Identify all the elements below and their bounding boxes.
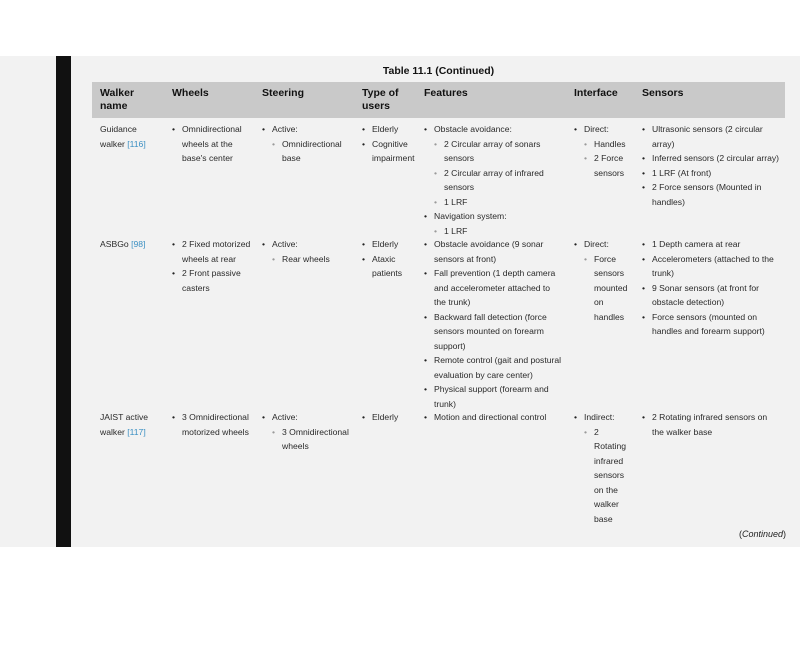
walker-name-cell <box>100 122 162 151</box>
steering-cell <box>262 122 354 166</box>
walker-name: ASBGo <box>100 239 129 249</box>
wheels-cell <box>172 410 254 439</box>
features-cell <box>424 122 564 238</box>
list-item: • Omnidirectional base <box>262 137 354 166</box>
list-item: • Backward fall detection (force sensors mounted on forearm support) <box>424 310 564 354</box>
list-item: • Obstacle avoidance (9 sonar sensors at front) <box>424 237 564 266</box>
list-item: • 1 Depth camera at rear <box>642 237 780 252</box>
list-item: • Motion and directional control <box>424 410 564 425</box>
walker-name-cell <box>100 410 162 439</box>
header-sensors: Sensors <box>642 87 684 99</box>
list-item: • Ultrasonic sensors (2 circular array) <box>642 122 780 151</box>
sensors-cell <box>642 410 780 439</box>
table-header-row <box>92 82 785 118</box>
list-item: • Ataxic patients <box>362 252 420 281</box>
sensors-cell <box>642 237 780 339</box>
list-item: • 2 Circular array of infrared sensors <box>424 166 564 195</box>
list-item: • Indirect: <box>574 410 634 425</box>
list-item: • Physical support (forearm and trunk) <box>424 382 564 411</box>
list-item: • Rear wheels <box>262 252 354 267</box>
wheels-cell <box>172 122 254 166</box>
reference-link[interactable]: [98] <box>131 239 146 249</box>
list-item: • 1 LRF <box>424 224 564 239</box>
list-item: • 2 Front passive casters <box>172 266 254 295</box>
reference-link[interactable]: [116] <box>127 138 146 149</box>
list-item: • 9 Sonar sensors (at front for obstacle detection) <box>642 281 780 310</box>
list-item: • 2 Rotating infrared sensors on the walker base <box>574 425 624 527</box>
header-wheels: Wheels <box>172 87 209 99</box>
walker-name-cell <box>100 237 162 252</box>
walker-name: Guidance walker <box>100 124 137 149</box>
list-item: • Cognitive impairment <box>362 137 420 166</box>
list-item: • Active: <box>262 122 354 137</box>
table-title: Table 11.1 (Continued) <box>382 65 495 77</box>
page-edge-bar <box>56 56 71 547</box>
list-item: • Elderly <box>362 410 420 425</box>
list-item: • Handles <box>574 137 634 152</box>
list-item: • Navigation system: <box>424 209 564 224</box>
list-item: • Inferred sensors (2 circular array) <box>642 151 780 166</box>
list-item: • Accelerometers (attached to the trunk) <box>642 252 780 281</box>
list-item: • Force sensors (mounted on handles and forearm support) <box>642 310 780 339</box>
header-steering: Steering <box>262 87 305 99</box>
list-item: • Active: <box>262 237 354 252</box>
header-features: Features <box>424 87 468 99</box>
interface-cell <box>574 237 634 324</box>
header-walker-name: Walker name <box>100 87 135 112</box>
steering-cell <box>262 237 354 266</box>
interface-cell <box>574 410 634 526</box>
interface-cell <box>574 122 634 180</box>
users-cell <box>362 122 420 166</box>
reference-link[interactable]: [117] <box>127 426 146 437</box>
list-item: • Force sensors mounted on handles <box>574 252 634 325</box>
list-item: • 2 Circular array of sonars sensors <box>424 137 564 166</box>
list-item: • Direct: <box>574 122 634 137</box>
list-item: • Fall prevention (1 depth camera and accelerometer attached to the trunk) <box>424 266 564 310</box>
users-cell <box>362 237 420 281</box>
header-type-of-users: Type of users <box>362 87 399 112</box>
list-item: • Remote control (gait and postural evaluation by care center) <box>424 353 564 382</box>
list-item: • Direct: <box>574 237 634 252</box>
list-item: • 2 Force sensors (Mounted in handles) <box>642 180 780 209</box>
list-item: • 3 Omnidirectional motorized wheels <box>172 410 254 439</box>
users-cell <box>362 410 420 425</box>
features-cell <box>424 410 564 425</box>
sensors-cell <box>642 122 780 209</box>
steering-cell <box>262 410 354 454</box>
wheels-cell <box>172 237 254 295</box>
list-item: • Elderly <box>362 122 420 137</box>
list-item: • 2 Fixed motorized wheels at rear <box>172 237 254 266</box>
list-item: • Active: <box>262 410 354 425</box>
list-item: • Obstacle avoidance: <box>424 122 564 137</box>
list-item: • 1 LRF <box>424 195 564 210</box>
header-interface: Interface <box>574 87 618 99</box>
list-item: • Omnidirectional wheels at the base's center <box>172 122 254 166</box>
list-item: • Elderly <box>362 237 420 252</box>
list-item: • 3 Omnidirectional wheels <box>262 425 354 454</box>
list-item: • 1 LRF (At front) <box>642 166 780 181</box>
list-item: • 2 Force sensors <box>574 151 634 180</box>
list-item: • 2 Rotating infrared sensors on the walker base <box>642 410 780 439</box>
continued-note: (Continued) <box>738 529 786 539</box>
walker-name: JAIST active walker <box>100 412 149 437</box>
features-cell <box>424 237 564 411</box>
